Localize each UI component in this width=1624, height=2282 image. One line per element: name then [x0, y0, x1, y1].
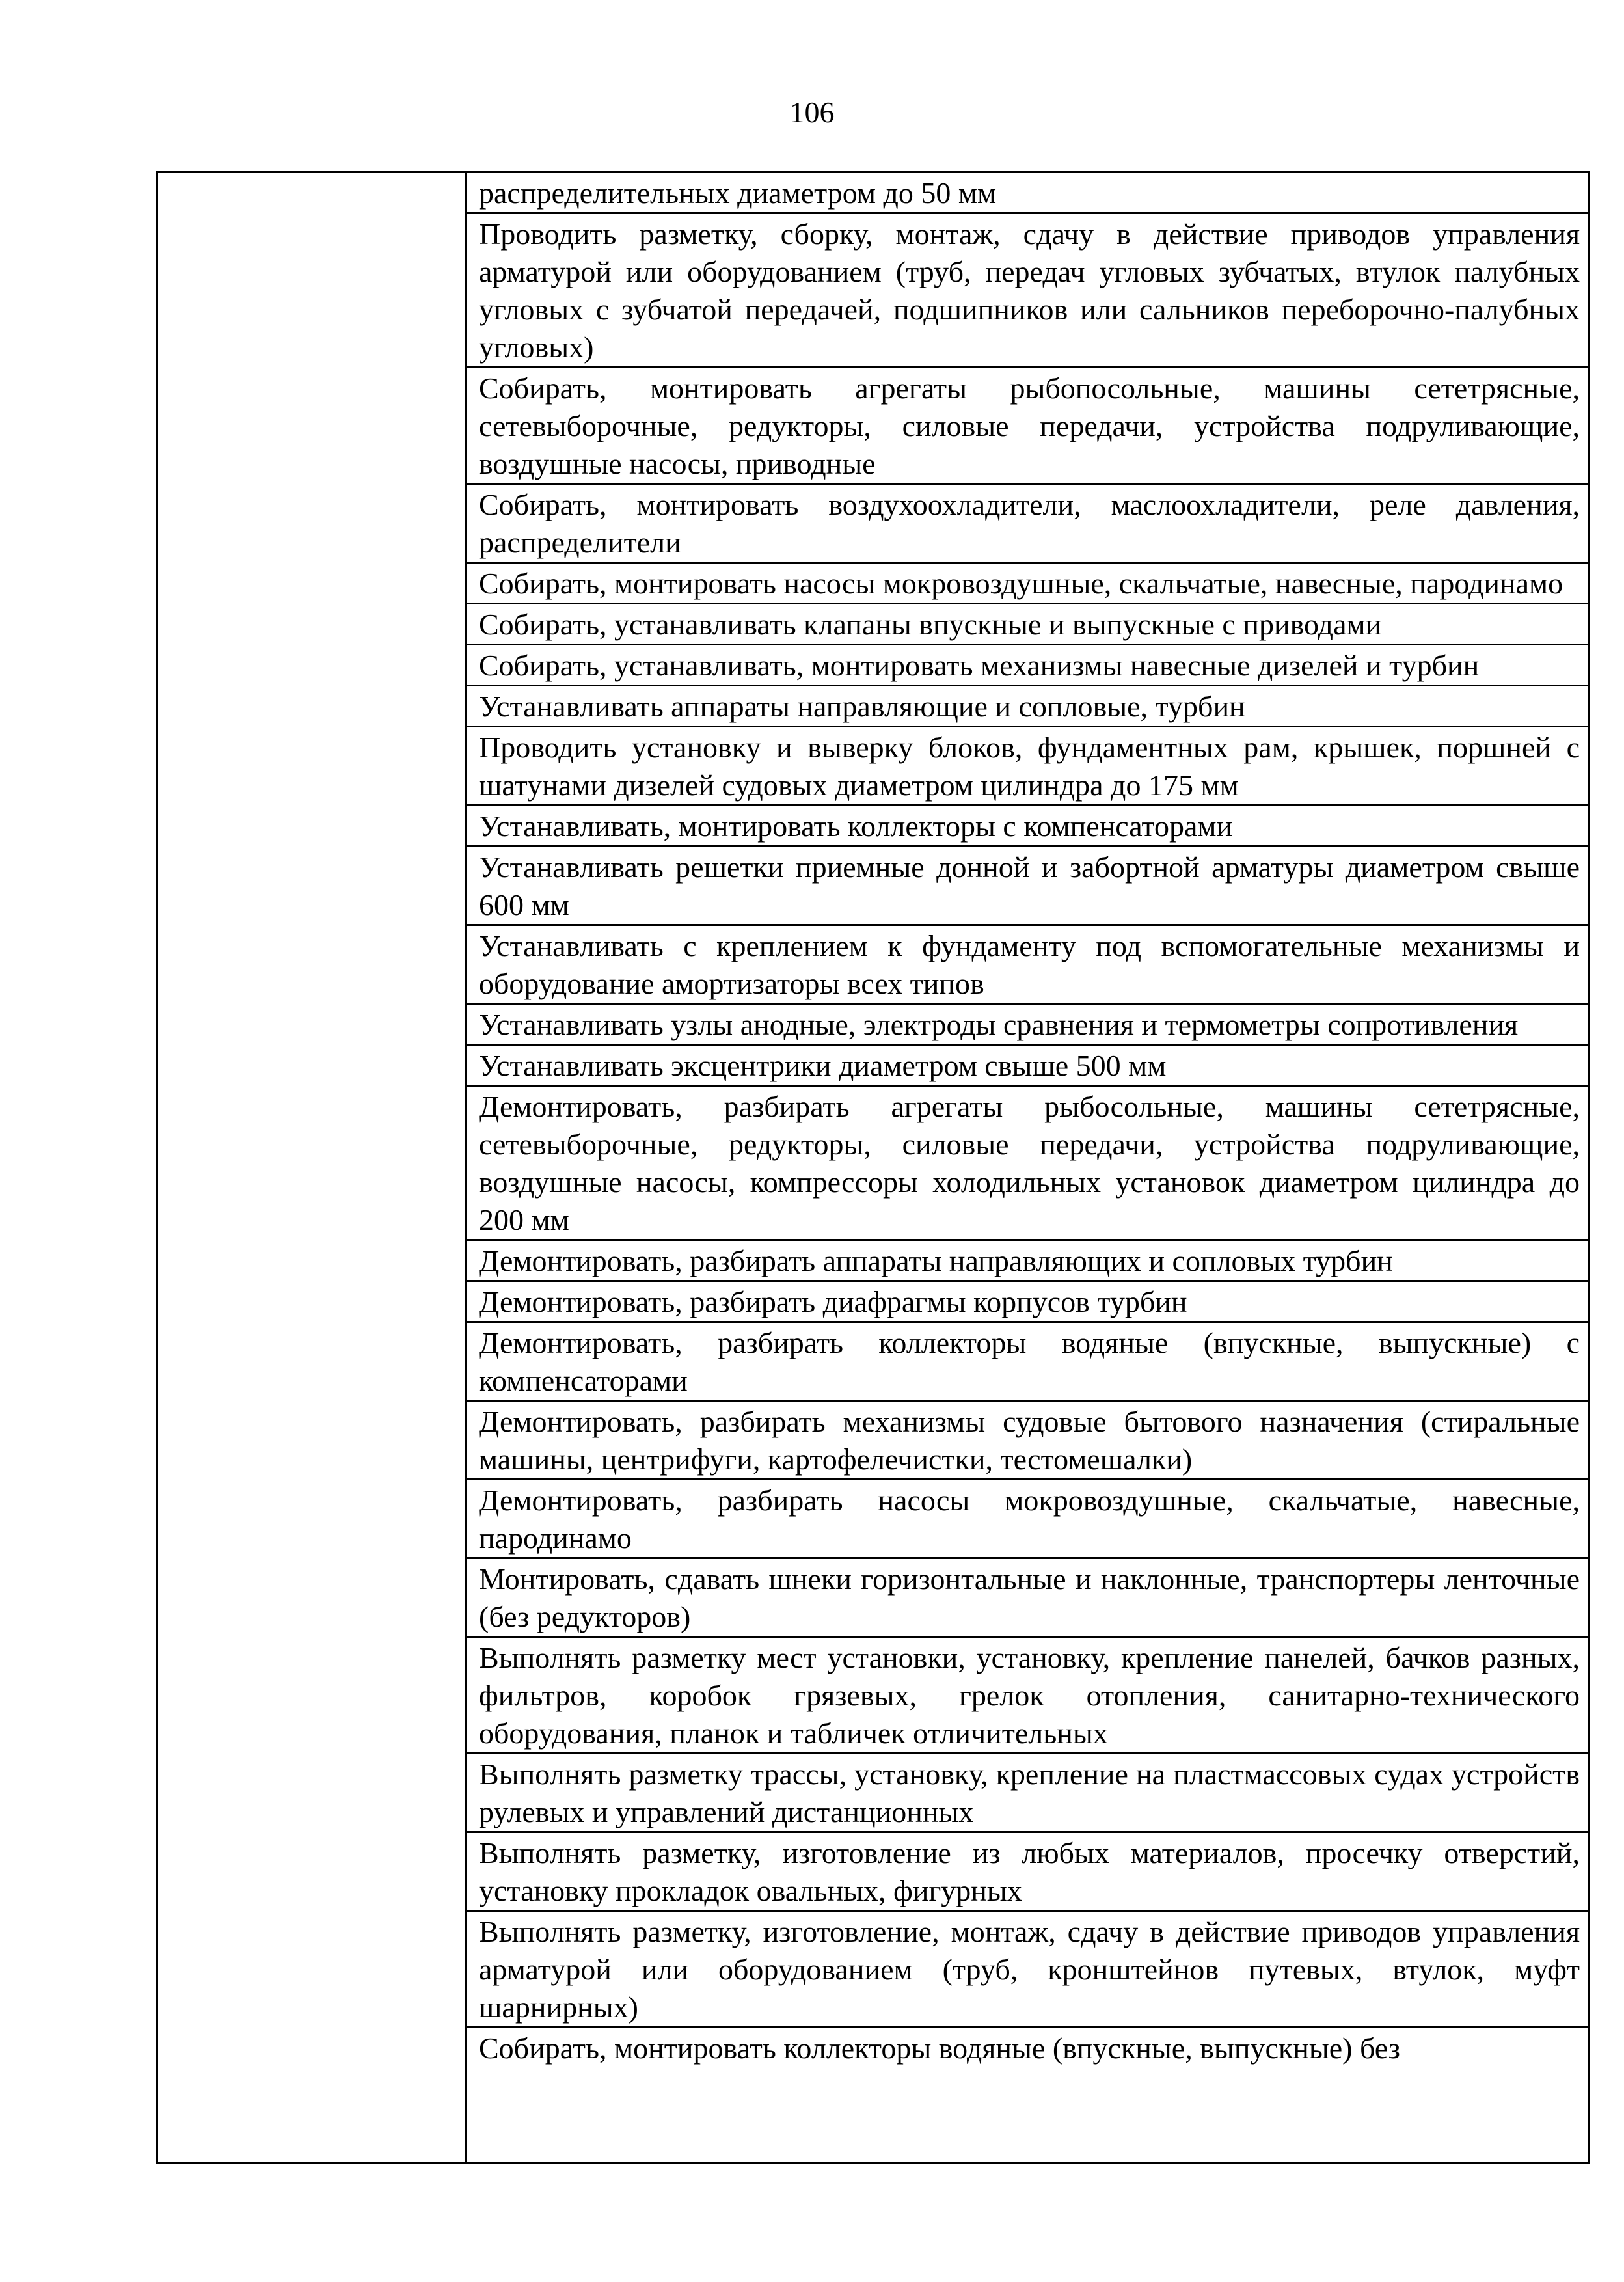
action-row-12: Устанавливать с креплением к фундаменту под вспомогательные механизмы и оборудование амортизаторы всех типов	[467, 926, 1588, 1005]
action-row-9: Проводить установку и выверку блоков, фундаментных рам, крышек, поршней с шатунами дизелей судовых диаметром цилиндра до 175 мм	[467, 727, 1588, 806]
action-row-8: Устанавливать аппараты направляющие и сопловые, турбин	[467, 686, 1588, 727]
action-row-17: Демонтировать, разбирать диафрагмы корпусов турбин	[467, 1282, 1588, 1323]
action-row-13: Устанавливать узлы анодные, электроды сравнения и термометры сопротивления	[467, 1005, 1588, 1046]
page-number: 106	[789, 96, 835, 129]
actions-cell	[467, 172, 1589, 2164]
action-row-10: Устанавливать, монтировать коллекторы с компенсаторами	[467, 806, 1588, 847]
action-row-23: Выполнять разметку трассы, установку, крепление на пластмассовых судах устройств рулевых и управлений дистанционных	[467, 1754, 1588, 1833]
action-row-2: Проводить разметку, сборку, монтаж, сдачу в действие приводов управления арматурой или оборудованием (труб, передач угловых зубчатых, втулок палубных угловых с зубчатой передачей, подшипников или сальников переборочно-палубных угловых)	[467, 214, 1588, 368]
action-row-1: распределительных диаметром до 50 мм	[467, 173, 1588, 214]
table-row	[157, 172, 1589, 2164]
action-row-7: Собирать, устанавливать, монтировать механизмы навесные дизелей и турбин	[467, 645, 1588, 686]
action-row-3: Собирать, монтировать агрегаты рыбопосольные, машины сететрясные, сетевыборочные, редукторы, силовые передачи, устройства подруливающие, воздушные насосы, приводные	[467, 368, 1588, 485]
action-row-11: Устанавливать решетки приемные донной и забортной арматуры диаметром свыше 600 мм	[467, 847, 1588, 926]
action-row-21: Монтировать, сдавать шнеки горизонтальные и наклонные, транспортеры ленточные (без редукторов)	[467, 1559, 1588, 1638]
action-row-15: Демонтировать, разбирать агрегаты рыбосольные, машины сететрясные, сетевыборочные, редукторы, силовые передачи, устройства подруливающие, воздушные насосы, компрессоры холодильных установок диаметром цилиндра до 200 мм	[467, 1087, 1588, 1241]
action-row-14: Устанавливать эксцентрики диаметром свыше 500 мм	[467, 1046, 1588, 1087]
action-row-26: Собирать, монтировать коллекторы водяные (впускные, выпускные) без	[479, 2031, 1400, 2065]
action-row-22: Выполнять разметку мест установки, установку, крепление панелей, бачков разных, фильтров, коробок грязевых, грелок отопления, санитарно-технического оборудования, планок и табличек отличительных	[467, 1638, 1588, 1754]
empty-left-cell	[157, 172, 467, 2164]
action-row-24: Выполнять разметку, изготовление из любых материалов, просечку отверстий, установку прокладок овальных, фигурных	[467, 1833, 1588, 1912]
action-row-6: Собирать, устанавливать клапаны впускные и выпускные с приводами	[467, 604, 1588, 645]
action-row-25: Выполнять разметку, изготовление, монтаж, сдачу в действие приводов управления арматурой или оборудованием (труб, кронштейнов путевых, втулок, муфт шарнирных)	[467, 1912, 1588, 2028]
requirements-table	[156, 171, 1590, 2164]
action-row-4: Собирать, монтировать воздухоохладители, маслоохладители, реле давления, распределители	[467, 485, 1588, 564]
action-row-19: Демонтировать, разбирать механизмы судовые бытового назначения (стиральные машины, центрифуги, картофелечистки, тестомешалки)	[467, 1402, 1588, 1480]
action-row-16: Демонтировать, разбирать аппараты направляющих и сопловых турбин	[467, 1241, 1588, 1282]
action-row-5: Собирать, монтировать насосы мокровоздушные, скальчатые, навесные, пародинамо	[467, 564, 1588, 604]
action-row-20: Демонтировать, разбирать насосы мокровоздушные, скальчатые, навесные, пародинамо	[467, 1480, 1588, 1559]
action-row-18: Демонтировать, разбирать коллекторы водяные (впускные, выпускные) с компенсаторами	[467, 1323, 1588, 1402]
